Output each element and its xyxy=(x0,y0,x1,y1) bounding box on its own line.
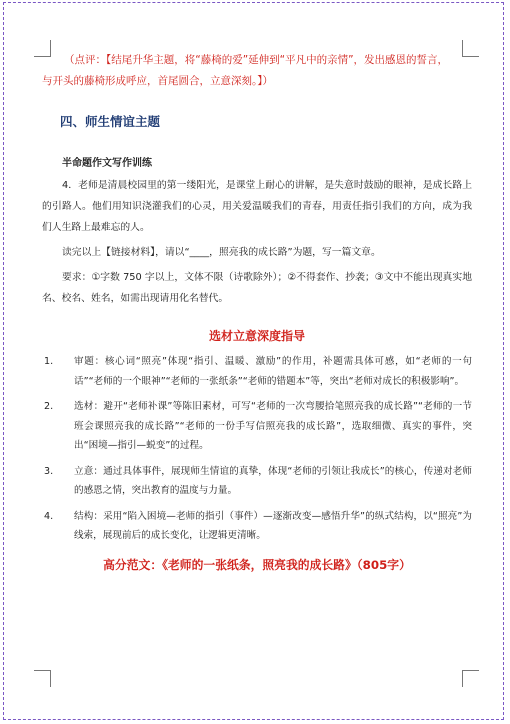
list-item xyxy=(42,462,472,501)
list-item-number: 2. xyxy=(44,401,54,412)
list-item-text: 立意：通过具体事件，展现师生情谊的真挚，体现“老师的引领让我成长”的核心，传递对老师的感恩之情，突出教育的温度与力量。 xyxy=(74,465,472,496)
review-comment-line2: 与开头的藤椅形成呼应，首尾圆合，立意深刻。】） xyxy=(42,75,273,87)
list-item xyxy=(42,507,472,546)
list-item-text: 选材：避开“老师补课”等陈旧素材，可写“老师的一次弯腰拾笔照亮我的成长路”“老师的一节班会课照亮我的成长路”“老师的一份手写信照亮我的成长路”，选取细微、真实的事件，突出“困境—指引—蜕变”的过程。 xyxy=(74,401,472,451)
prompt-instruction: 读完以上【链接材料】，请以“____，照亮我的成长路”为题，写一篇文章。 xyxy=(62,247,381,258)
list-item-text: 结构：采用“陷入困境—老师的指引（事件）—逐渐改变—感悟升华”的纵式结构，以“照亮”为线索，展现前后的成长变化，让逻辑更清晰。 xyxy=(74,510,472,541)
guide-title: 选材立意深度指导 xyxy=(208,329,305,343)
list-item xyxy=(42,397,472,456)
list-item-number: 4. xyxy=(44,510,54,522)
essay-title: 高分范文：《老师的一张纸条，照亮我的成长路》（805字） xyxy=(103,557,411,572)
crop-mark-bottom-left xyxy=(34,670,51,687)
review-comment-line1: （点评：【结尾升华主题，将“藤椅的爱”延伸到“平凡中的亲情”，发出感恩的誓言， xyxy=(64,54,449,66)
list-item-number: 1. xyxy=(44,356,54,367)
prompt-requirements: 要求：①字数 750 字以上，文体不限（诗歌除外）；②不得套作、抄袭；③文中不能出现真实地名、校名、姓名，如需出现请用化名替代。 xyxy=(42,272,472,304)
prompt-material: 4．老师是清晨校园里的第一缕阳光，是课堂上耐心的讲解，是失意时鼓励的眼神，是成长路上的引路人。他们用知识浇灌我们的心灵，用关爱温暖我们的青春，用责任指引我们的方向，成为我们人生路上最难忘的人。 xyxy=(42,180,472,233)
list-item-number: 3. xyxy=(44,465,54,477)
sub-heading: 半命题作文写作训练 xyxy=(62,158,152,169)
list-item-text: 审题：核心词“照亮”体现“指引、温暖、激励”的作用，补题需具体可感，如“老师的一句话”“老师的一个眼神”“老师的一张纸条”“老师的错题本”等，突出“老师对成长的积极影响”。 xyxy=(74,356,472,387)
review-comment xyxy=(42,50,472,92)
document-body xyxy=(42,50,472,573)
section-heading: 四、师生情谊主题 xyxy=(60,114,161,129)
guide-list xyxy=(42,352,472,546)
list-item xyxy=(42,352,472,391)
crop-mark-bottom-right xyxy=(462,670,479,687)
